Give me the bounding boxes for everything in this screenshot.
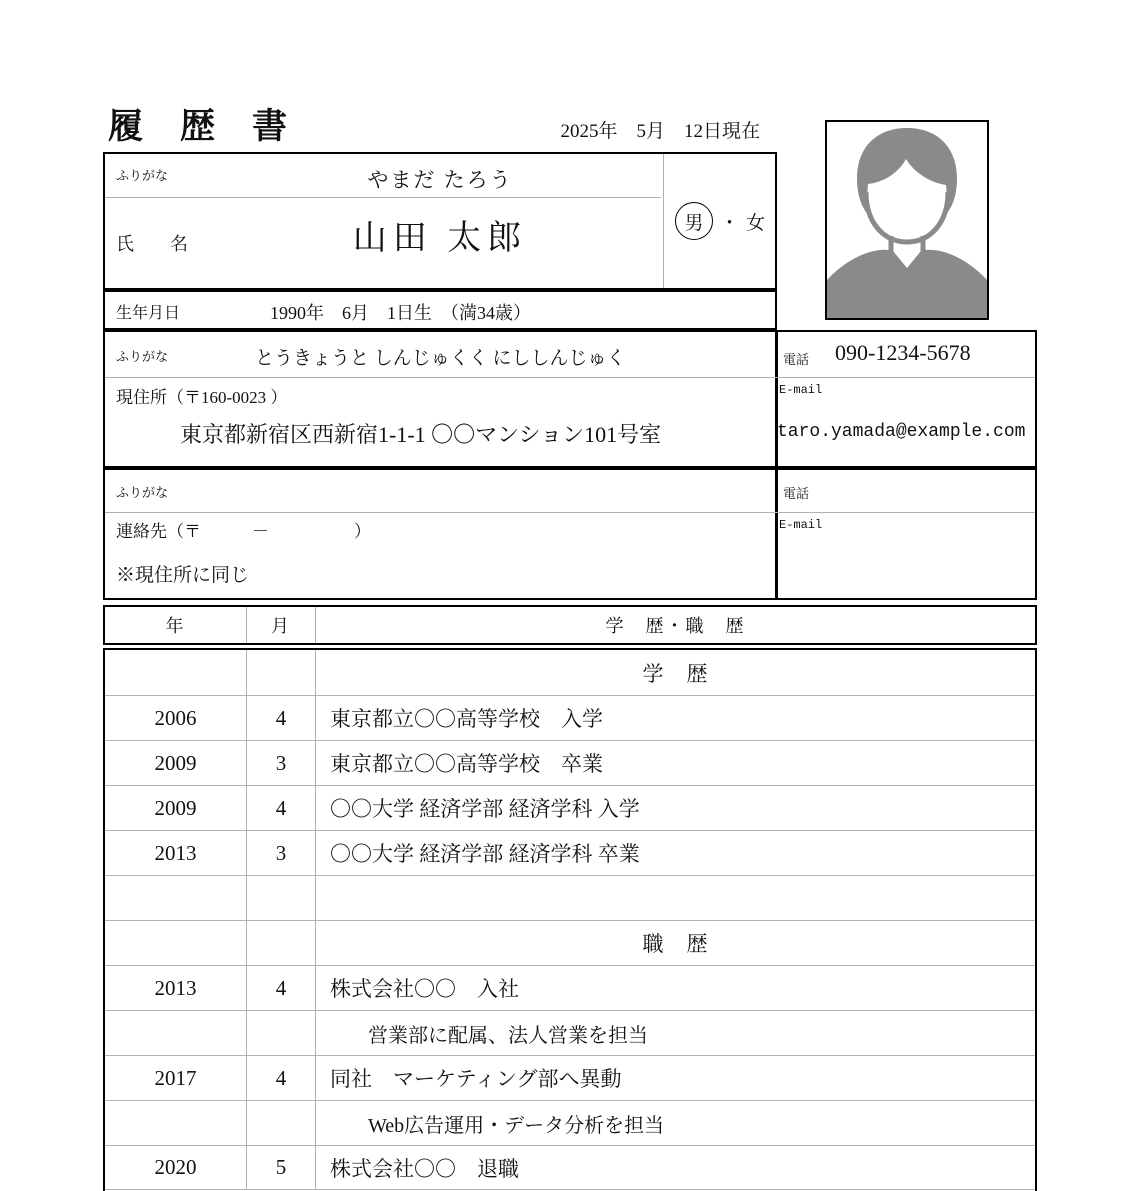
history-table-body [103,648,1037,1191]
cell-year: 2020 [105,1146,247,1189]
table-row [105,830,1035,875]
gender-male-selected [675,202,713,240]
contact-note: ※現住所に同じ [116,565,250,586]
cell-year: 2017 [105,1056,247,1100]
address-label: 現住所（〒160-0023 ） [116,388,288,407]
cell-month: 4 [247,696,316,740]
cell-month: 4 [247,786,316,830]
furigana-label: ふりがな [116,168,169,183]
contact-furigana-label: ふりがな [116,485,169,500]
date-current: 2025年 5月 12日現在 [560,121,760,142]
history-table-header [103,605,1037,645]
birthdate-section [103,290,777,330]
cell-detail: 学 歴 [642,661,709,686]
cell-detail: 東京都立〇〇高等学校 卒業 [330,752,603,776]
gender-female-label: 女 [746,212,766,234]
table-row [105,1010,1035,1055]
cell-detail: 〇〇大学 経済学部 経済学科 卒業 [330,842,640,866]
table-row [105,1145,1035,1190]
cell-month: 3 [247,741,316,785]
cell-year [105,876,247,920]
gender-field [663,154,777,288]
table-row [105,695,1035,740]
divider [105,512,1035,513]
birthdate-value: 1990年 6月 1日生 （満34歳） [270,303,531,323]
cell-year: 2013 [105,966,247,1010]
cell-year: 2006 [105,696,247,740]
cell-year: 2009 [105,786,247,830]
table-row [105,650,1035,695]
table-row [105,740,1035,785]
cell-year [105,1101,247,1145]
name-section [103,152,777,290]
divider [775,332,778,466]
gender-male-label: 男 [684,212,704,234]
address-furigana-value: とうきょうと しんじゅくく にししんじゅく [255,348,626,369]
birthdate-label: 生年月日 [116,305,181,322]
contact-phone-label: 電話 [783,486,810,501]
address-section [103,330,1037,468]
furigana-value: やまだ たろう [367,168,513,192]
page-title: 履 歴 書 [108,107,289,146]
contact-section [103,468,1037,600]
cell-detail: 営業部に配属、法人営業を担当 [368,1024,648,1047]
cell-month [247,1011,316,1055]
table-row [105,875,1035,920]
name-label: 氏 名 [116,234,188,254]
gender-dot: ・ [719,212,739,234]
cell-month [247,650,316,695]
cell-detail: 株式会社〇〇 退職 [330,1156,519,1181]
cell-detail: 株式会社〇〇 入社 [330,977,519,1001]
cell-month: 4 [247,1056,316,1100]
divider [105,197,661,198]
contact-label: 連絡先（〒 － ） [116,522,371,541]
divider [105,377,1035,378]
address-furigana-label: ふりがな [116,349,169,364]
divider [775,470,778,598]
contact-email-label: E-mail [779,518,823,532]
cell-year [105,1011,247,1055]
cell-month: 4 [247,966,316,1010]
table-row [105,785,1035,830]
cell-year [105,921,247,965]
cell-detail: 職 歴 [642,932,709,956]
header-year: 年 [105,607,247,643]
cell-year: 2009 [105,741,247,785]
table-row [105,1100,1035,1145]
header-detail: 学 歴・職 歴 [605,616,746,636]
header-month: 月 [247,607,316,643]
cell-detail: Web広告運用・データ分析を担当 [368,1114,665,1137]
phone-value: 090-1234-5678 [835,340,971,365]
table-row [105,1055,1035,1100]
cell-detail: 同社 マーケティング部へ異動 [330,1067,622,1091]
cell-detail: 東京都立〇〇高等学校 入学 [330,707,603,731]
email-value: taro.yamada@example.com [777,422,1026,442]
table-row [105,965,1035,1010]
cell-month: 5 [247,1146,316,1189]
cell-month [247,876,316,920]
address-value: 東京都新宿区西新宿1-1-1 〇〇マンション101号室 [180,422,662,447]
person-silhouette-icon [827,122,987,318]
cell-year [105,650,247,695]
cell-month [247,921,316,965]
email-label: E-mail [779,383,823,397]
cell-detail [316,876,1035,920]
cell-month [247,1101,316,1145]
phone-label: 電話 [783,352,810,367]
name-value: 山田 太郎 [352,220,528,257]
cell-detail: 〇〇大学 経済学部 経済学科 入学 [330,797,640,821]
cell-month: 3 [247,831,316,875]
table-row [105,920,1035,965]
photo-placeholder [825,120,989,320]
cell-year: 2013 [105,831,247,875]
